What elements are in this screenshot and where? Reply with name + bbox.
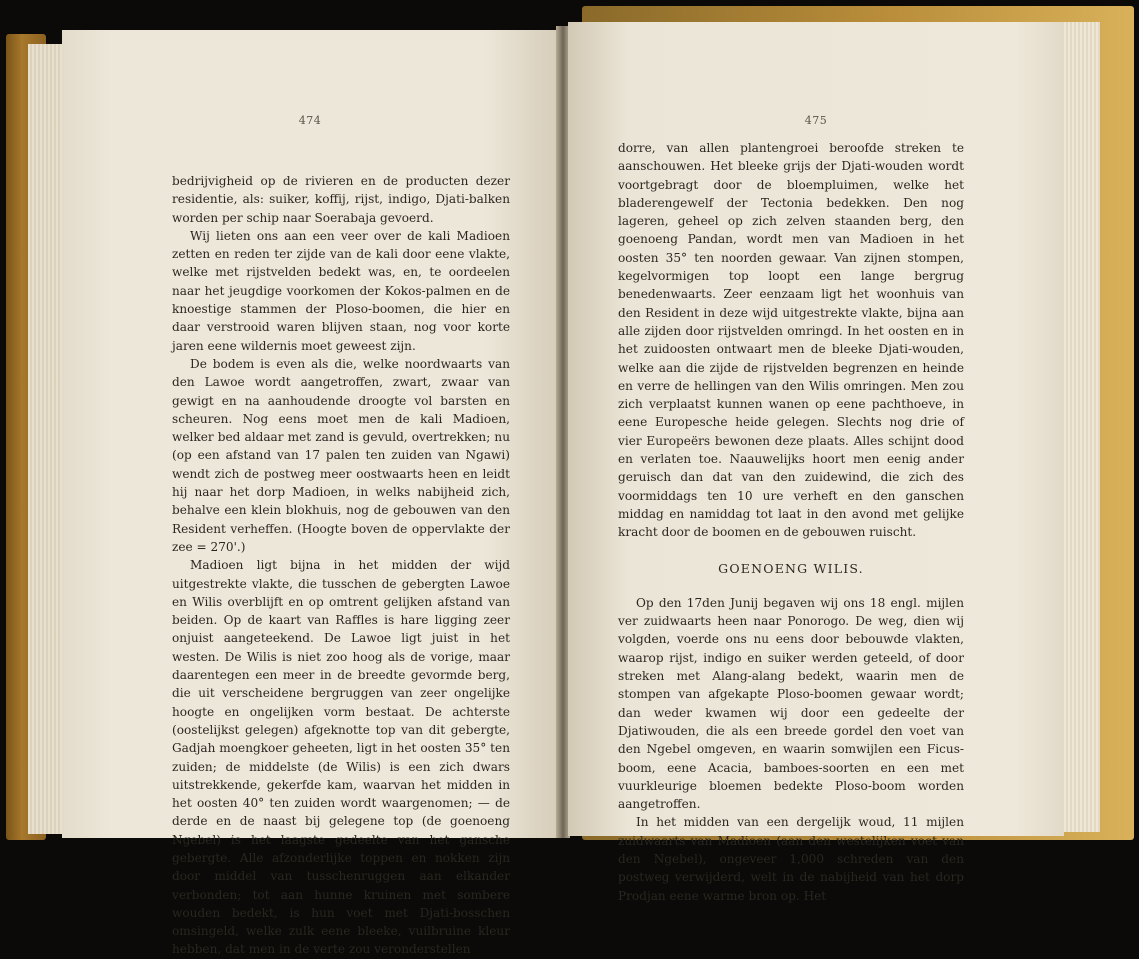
paragraph: Op den 17den Junij begaven wij ons 18 engl. mijlen ver zuidwaarts heen naar Ponorogo. De weg, dien wij volgden, voerde ons nu eens door bebouwde vlakten, waarop rijst, indigo en suiker werden geteeld, of door streken met Alang-alang bedekt, waarin men de stompen van afgekapte Ploso-boomen gewaar wordt; dan weder kwamen wij door een gedeelte der Djatiwouden, die als een breede gordel den voet van den Ngebel omgeven, en waarin somwijlen een Ficus-boom, eene Acacia, bamboes-soorten en een met vuurkleurige bloemen bedekte Ploso-boom worden aangetroffen. — [618, 595, 964, 812]
paragraph: De bodem is even als die, welke noordwaarts van den Lawoe wordt aangetroffen, zwart, zwaar van gewigt en na aanhoudende droogte vol barsten en scheuren. Nog eens moet men de kali Madioen, welker bed aldaar met zand is gevuld, overtrekken; nu (op een afstand van 17 palen ten zuiden van Ngawi) wendt zich de postweg meer oostwaarts heen en leidt hij naar het dorp Madioen, in welks nabijheid zich, behalve een klein blokhuis, nog de gebouwen van den Resident verheffen. (Hoogte boven de oppervlakte der zee = 270'.) — [172, 356, 510, 554]
paragraph: Madioen ligt bijna in het midden der wijd uitgestrekte vlakte, die tusschen de gebergten Lawoe en Wilis overblijft en op omtrent gelijken afstand van beiden. Op de kaart van Raffles is hare ligging zeer onjuist aangeteekend. De Lawoe ligt juist in het westen. De Wilis is niet zoo hoog als de vorige, maar daarentegen een meer in de breedte gevormde berg, die uit verscheidene bergruggen van zeer ongelijke hoogte en ongelijken vorm bestaat. De achterste (oostelijkst gelegen) afgeknotte top van dit gebergte, Gadjah moengkoer geheeten, ligt in het oosten 35° ten zuiden; de middelste (de Wilis) is een zich dwars uitstrekkende, gekerfde kam, waarvan het midden in het oosten 40° ten zuiden wordt waargenomen; — de derde en de naast bij gelegene top (de goenoeng Ngebel) is het laagste gedeelte van het gansche gebergte. Alle afzonderlijke toppen en nokken zijn door middel van tusschenruggen aan elkander verbonden; tot aan hunne kruinen met sombere wouden bedekt, is hun voet met Djati-bosschen omsingeld, welke zulk eene bleeke, vuilbruine kleur hebben, dat men in de verte zou veronderstellen — [172, 558, 510, 957]
right-page — [568, 22, 1064, 903]
left-page — [62, 30, 558, 957]
section-heading: GOENOENG WILIS. — [718, 560, 864, 576]
left-page-body — [172, 172, 510, 959]
paragraph: dorre, van allen plantengroei beroofde streken te aanschouwen. Het bleeke grijs der Djati-wouden wordt voortgebragt door de bloempluimen, welke het bladerengewelf der Tectonia bedekken. Den nog lageren, geheel op zich zelven staanden berg, den goenoeng Pandan, wordt men van Madioen in het oosten 35° ten noorden gewaar. Van zijnen stompen, kegelvormigen top loopt een lange bergrug benedenwaarts. Zeer eenzaam ligt het woonhuis van den Resident in deze wijd uitgestrekte vlakte, bijna aan alle zijden door rijstvelden omringd. In het oosten en in het zuidoosten ontwaart men de bleeke Djati-wouden, welke aan die zijde de rijstvelden begrenzen en heinde en verre de hellingen van den Wilis omringen. Men zou zich verplaatst kunnen wanen op eene pachthoeve, in eene Europesche heide gelegen. Slechts nog drie of vier Europeërs bewonen deze plaats. Alles schijnt dood en verlaten toe. Naauwelijks hoort men eenig ander geruisch dan dat van den zuidewind, die zich des voormiddags ten 10 ure verheft en den ganschen middag en namiddag tot laat in den avond met gelijke kracht door de boomen en de gebouwen ruischt. — [618, 141, 964, 540]
page-edges-right — [1060, 22, 1100, 832]
paragraph: Wij lieten ons aan een veer over de kali Madioen zetten en reden ter zijde van de kali door eene vlakte, welke met rijstvelden bedekt was, en, te oordeelen naar het jeugdige voorkomen der Kokos-palmen en de knoestige stammen der Ploso-boomen, die hier en daar verstrooid waren blijven staan, nog voor korte jaren eene wildernis moet geweest zijn. — [172, 228, 510, 353]
page-number-left: 474 — [298, 114, 322, 127]
right-page-body — [618, 139, 964, 905]
page-number-right: 475 — [804, 114, 828, 127]
paragraph: bedrijvigheid op de rivieren en de producten dezer residentie, als: suiker, koffij, rijst, indigo, Djati-balken worden per schip naar Soerabaja gevoerd. — [172, 174, 510, 225]
paragraph: In het midden van een dergelijk woud, 11 mijlen zuidwaarts van Madioen (aan den westelijken voet van den Ngebel), ongeveer 1,000 schreden van den postweg verwijderd, welt in de nabijheid van het dorp Prodjan eene warme bron op. Het — [618, 815, 964, 903]
